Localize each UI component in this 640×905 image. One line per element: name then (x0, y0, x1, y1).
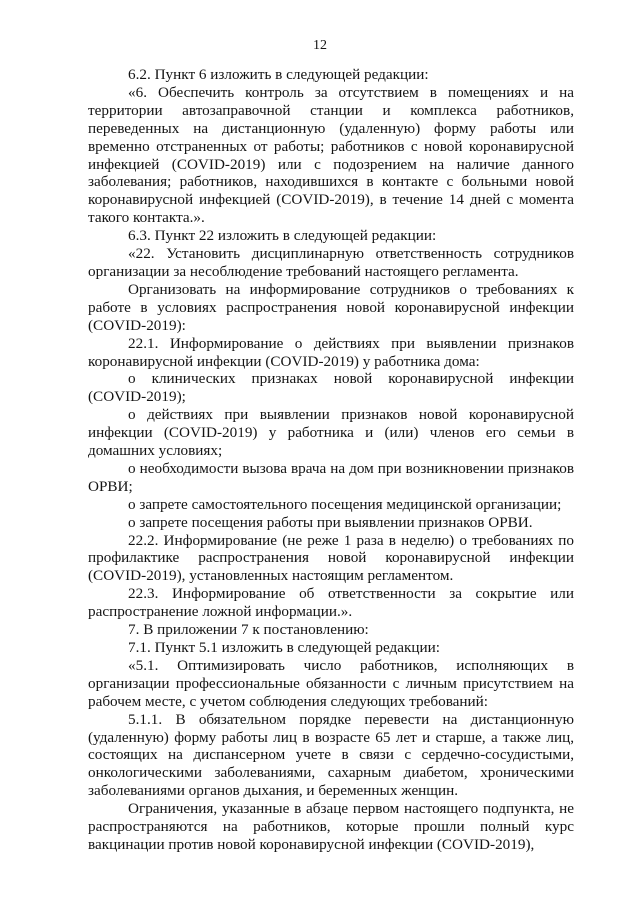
list-item-actions-at-home: о действиях при выявлении признаков новой коронавирусной инфекции (COVID-2019) у работника и (или) членов его семьи в домашних условиях; (88, 406, 574, 460)
list-item-work-attendance-ban: о запрете посещения работы при выявлении признаков ОРВИ. (128, 513, 533, 531)
paragraph-22-2: 22.2. Информирование (не реже 1 раза в неделю) о требованиях по профилактике распространения новой коронавирусной инфекции (COVID-2019), установленных настоящим регламентом. (88, 531, 574, 585)
paragraph-22-text: «22. Установить дисциплинарную ответственность сотрудников организации за несоблюдение требований настоящего регламента. (88, 245, 574, 280)
paragraph-5-1-1: 5.1.1. В обязательном порядке перевести на дистанционную (удаленную) форму работы лиц в возрасте 65 лет и старше, а также лиц, состоящих на диспансерном учете в связи с сердечно-сосудистыми, онкологическими заболеваниями, сахарным диабетом, хроническими заболеваниями органов дыхания, и беременных женщин. (88, 710, 574, 800)
paragraph-7-heading: 7. В приложении 7 к постановлению: (128, 621, 369, 639)
list-item-doctor-call: о необходимости вызова врача на дом при возникновении признаков ОРВИ; (88, 459, 574, 495)
page-number: 12 (313, 38, 327, 53)
paragraph-inform-intro: Организовать на информирование сотрудников о требованиях к работе в условиях распространения новой коронавирусной инфекции (COVID-2019): (88, 280, 574, 334)
paragraph-restrictions: Ограничения, указанные в абзаце первом настоящего подпункта, не распространяются на работников, которые прошли полный курс вакцинации против новой коронавирусной инфекции (COVID-2019), (88, 800, 574, 853)
paragraph-22-1: 22.1. Информирование о действиях при выявлении признаков коронавирусной инфекции (COVID-2019) у работника дома: (88, 334, 574, 370)
list-item-clinical-signs: о клинических признаках новой коронавирусной инфекции (COVID-2019); (88, 370, 574, 406)
paragraph-7-1-heading: 7.1. Пункт 5.1 изложить в следующей редакции: (128, 639, 441, 656)
paragraph-6-text: «6. Обеспечить контроль за отсутствием в помещениях и на территории автозаправочной станции и комплекса работников, переведенных на дистанционную (удаленную) форму работы или временно отстраненных от работы; работников с новой коронавирусной инфекцией (COVID-2019) или с подозрением на наличие данного заболевания; работников, находившихся в контакте с больными новой коронавирусной инфекцией (COVID-2019), в течение 14 дней с момента такого контакта.». (88, 83, 574, 227)
paragraph-6-3-heading: 6.3. Пункт 22 изложить в следующей редакции: (128, 227, 437, 245)
list-item-clinic-visit-ban: о запрете самостоятельного посещения медицинской организации; (128, 495, 562, 513)
paragraph-6-2-heading: 6.2. Пункт 6 изложить в следующей редакции: (128, 66, 429, 83)
paragraph-5-1: «5.1. Оптимизировать число работников, исполняющих в организации профессиональные обязанности с личным присутствием на рабочем месте, с учетом соблюдения следующих требований: (88, 656, 574, 710)
paragraph-22-3: 22.3. Информирование об ответственности за сокрытие или распространение ложной информации.». (88, 585, 574, 621)
document-body (88, 66, 574, 854)
